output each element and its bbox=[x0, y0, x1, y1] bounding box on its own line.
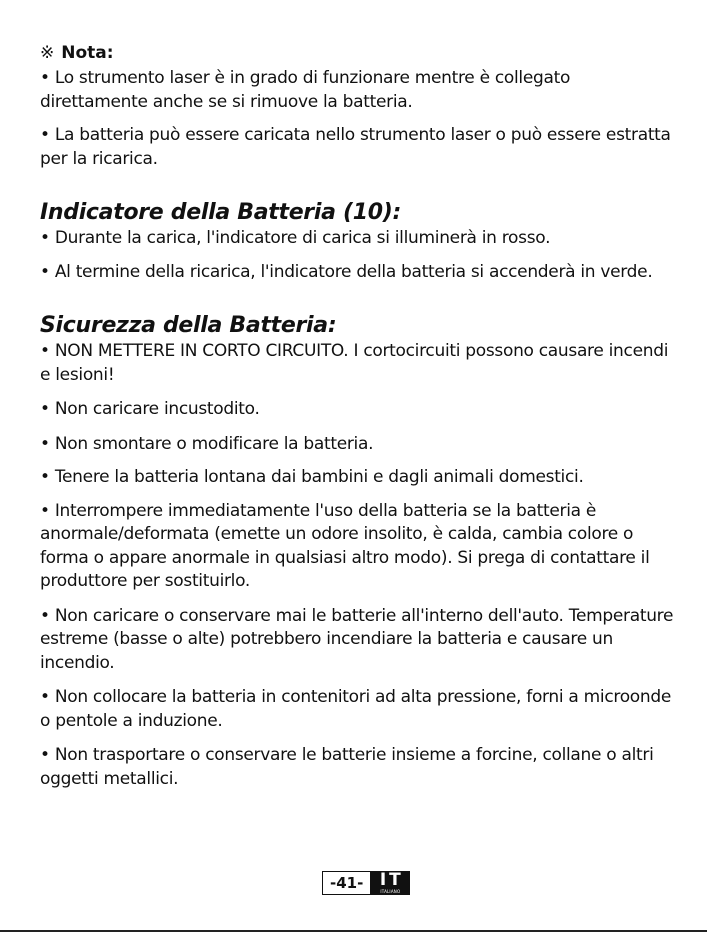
language-name: ITALIANO bbox=[380, 889, 401, 894]
page-number: -41- bbox=[322, 871, 370, 895]
safety-item: • Tenere la batteria lontana dai bambini e dagli animali domestici. bbox=[40, 467, 584, 487]
safety-item: • NON METTERE IN CORTO CIRCUITO. I cortocircuiti possono causare incendi e lesioni! bbox=[40, 341, 669, 385]
indicator-item: • Durante la carica, l'indicatore di carica si illuminerà in rosso. bbox=[40, 228, 551, 248]
safety-item: • Non smontare o modificare la batteria. bbox=[40, 433, 374, 454]
page-content bbox=[40, 41, 680, 791]
safety-item: • Non caricare incustodito. bbox=[40, 399, 260, 419]
note-title: Nota: bbox=[61, 43, 114, 63]
page-footer bbox=[322, 871, 410, 895]
indicator-item: • Al termine della ricarica, l'indicatore della batteria si accenderà in verde. bbox=[40, 261, 653, 282]
indicator-heading: Indicatore della Batteria (10): bbox=[40, 200, 402, 225]
safety-item: • Non collocare la batteria in contenitori ad alta pressione, forni a microonde o pentole a induzione. bbox=[40, 687, 672, 731]
safety-heading: Sicurezza della Batteria: bbox=[40, 313, 337, 338]
safety-item: • Non trasportare o conservare le batterie insieme a forcine, collane o altri oggetti metallici. bbox=[40, 745, 654, 789]
language-code: IT bbox=[379, 870, 404, 890]
note-item: • Lo strumento laser è in grado di funzionare mentre è collegato direttamente anche se si rimuove la batteria. bbox=[40, 68, 571, 112]
note-item: • La batteria può essere caricata nello strumento laser o può essere estratta per la ricarica. bbox=[40, 125, 671, 169]
page-bottom-rule bbox=[0, 930, 707, 932]
language-badge bbox=[370, 871, 410, 895]
reference-mark-icon: ※ bbox=[40, 43, 55, 63]
safety-item: • Interrompere immediatamente l'uso della batteria se la batteria è anormale/deformata (emette un odore insolito, è calda, cambia colore o forma o appare anormale in qualsiasi altro modo). Si prega di contattare il produttore per sostituirlo. bbox=[40, 500, 650, 591]
safety-item: • Non caricare o conservare mai le batterie all'interno dell'auto. Temperature estreme (basse o alte) potrebbero incendiare la batteria e causare un incendio. bbox=[40, 605, 674, 673]
note-heading bbox=[40, 41, 680, 65]
